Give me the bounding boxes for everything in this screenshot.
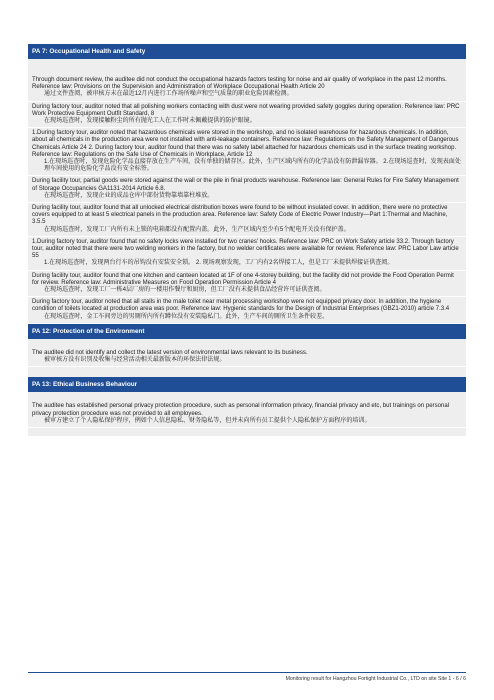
finding-item: [28, 203, 466, 237]
finding-text-en: 1.During factory tour, auditor found that no safety locks were installed for two cranes' hooks. Reference law: PRC on Work Safety article 33.2. Through factory tour, auditor noted that there were two welding workers in the factory, but no welder certificates were available for review. Reference law: PRC Labor Law article 55: [32, 238, 459, 260]
finding-text-zh: 在现场巡查时，发现工厂内所有未上锁的电箱都没有配置内盖。此外，生产区域内至少有5个配电开关没有保护盖。: [44, 226, 350, 233]
finding-item: [28, 297, 466, 324]
finding-text-en: During factory tour, auditor noted that all polishing workers contacting with dust were not wearing provided safety goggles during operation. Reference law: PRC Work Protective Equipment Outfit Standard, 8: [32, 103, 460, 117]
section-gap: [28, 367, 466, 377]
section-gap: [28, 392, 466, 401]
finding-item: [28, 348, 466, 367]
finding-text-en: The auditee has established personal privacy protection procedure, such as personal information privacy, financial privacy and etc, but trainings on personal privacy protection procedure was not provided to all employees.: [32, 403, 450, 417]
finding-text-zh: 在现场巡查时，发现工厂一栋4层厂房的一楼用作餐厅和厨房，但工厂没有未提供食品经营许可证供查阅。: [44, 287, 326, 294]
footer-text: Monitoring result for Hangzhou Fortight Industrial Co., LTD on site Site 1 - 6 / 6: [285, 676, 466, 682]
section-pa7: [28, 44, 466, 324]
finding-text-zh: 1.在现场巡查时，发现两台行车的吊钩没有安装安全锁。 2. 现场观察发现，工厂内有2名焊接工人，但是工厂未提供焊接证供查阅。: [44, 260, 394, 267]
finding-item: [28, 128, 466, 176]
finding-text-en: During facility tour, auditor found that one kitchen and canteen located at 1F of one 4-storey building, but the facility did not provide the Food Operation Permit for review. Reference law: Administrative Measures on Food Operation Permission Article 4: [32, 272, 454, 286]
section-header: PA 7: Occupational Health and Safety: [28, 44, 466, 59]
finding-text-zh: 在现场巡查时，发现接触粉尘的所有抛光工人在工作时未佩戴提供的防护眼镜。: [44, 118, 256, 125]
finding-item: [28, 401, 466, 428]
finding-text-en: During facility tour, auditor found that all unlocked electrical distribution boxes were found to be without insulated cover. In addition, there were no protective covers equipped to at least 5 electrical panels in the production area. Reference law: Safety Code of Electric Power Industry—Part 1:Thermal and Machine, 3.5.5: [32, 205, 448, 226]
finding-text-en: 1.During factory tour, auditor noted that hazardous chemicals were stored in the workshop, and no isolated warehouse for hazardous chemicals. In addition, about all chemicals in the production area were not installed with anti-leakage containers. Reference law: Regulations on the Safety Management of Dangerous Chemicals Article 24 2. During factory tour, auditor found that there was no safety label attached for hazardous chemicals usd in the surface treating workshop. Reference law: Regulations on the Safe Use of Chemicals in Workplace, Article 12: [32, 130, 459, 158]
finding-item: [28, 102, 466, 129]
finding-text-en: The auditee did not identify and collect the latest version of environmental laws relevant to its business.: [32, 349, 308, 356]
finding-text-zh: 1.在现场巡查时，发现危险化学品直接存放在生产车间，没有单独的储存区。此外，生产区域内所有的化学品没有防泄漏容器。 2.在现场巡查时，发现表面处理车间使用的危险化学品没有安全标签。: [44, 159, 461, 173]
finding-text-zh: 通过文件查阅，被审核方未在最近12月内进行工作场所噪声和空气质量的职业危险因素检测。: [44, 91, 293, 98]
finding-text-en: During factory tour, auditor noted that all stalls in the male toilet near metal processing workshop were not equipped privacy door. In addition, the hygiene condition of toilets located at production area was poor. Reference law: Hygienic standards for the Design of Industrial Enterprises (GBZ1-2010) article 7.3.4: [32, 299, 450, 313]
finding-item: [28, 237, 466, 271]
finding-item: [28, 271, 466, 298]
section-gap: [28, 59, 466, 68]
finding-text-en: Through document review, the auditee did not conduct the occupational hazards factors testing for noise and air quality of workplace in the past 12 months. Reference law: Provisions on the Supervision and Administration of Workplace Occupational Health Article 20: [32, 77, 447, 91]
finding-text-en: During facility tour, partial goods were stored against the wall or the pile in final products warehouse. Reference law: General Rules for Fire Safety Management of Storage Occupancies GA1131-2014 Article 6.8.: [32, 178, 459, 192]
page-footer: [28, 672, 466, 682]
finding-text-zh: 被审方建立了个人隐私保护程序，例如个人信息隐私、财务隐私等，但并未向所有员工提供个人隐私保护方面程序的培训。: [44, 417, 371, 424]
finding-text-zh: 在现场巡查时，发现企业的成品仓库中部份货物靠墙靠柱堆放。: [44, 192, 214, 199]
finding-text-zh: 在现场巡查时，金工车间旁边的男厕所内所有蹲位没有安装隐私门。此外，生产车间的厕所卫生条件较差。: [44, 313, 329, 320]
finding-item: [28, 75, 466, 102]
section-gap: [28, 339, 466, 348]
report-page: [28, 44, 466, 436]
finding-text-zh: 被审核方没有识别及收集与经营活动相关最新版本的环保法律法规。: [44, 357, 226, 364]
section-header: PA 13: Ethical Business Behaviour: [28, 377, 466, 392]
finding-item: [28, 176, 466, 203]
section-gap: [28, 68, 466, 75]
section-header: PA 12: Protection of the Environment: [28, 324, 466, 339]
section-gap: [28, 428, 466, 436]
section-pa13: [28, 377, 466, 436]
section-pa12: [28, 324, 466, 377]
